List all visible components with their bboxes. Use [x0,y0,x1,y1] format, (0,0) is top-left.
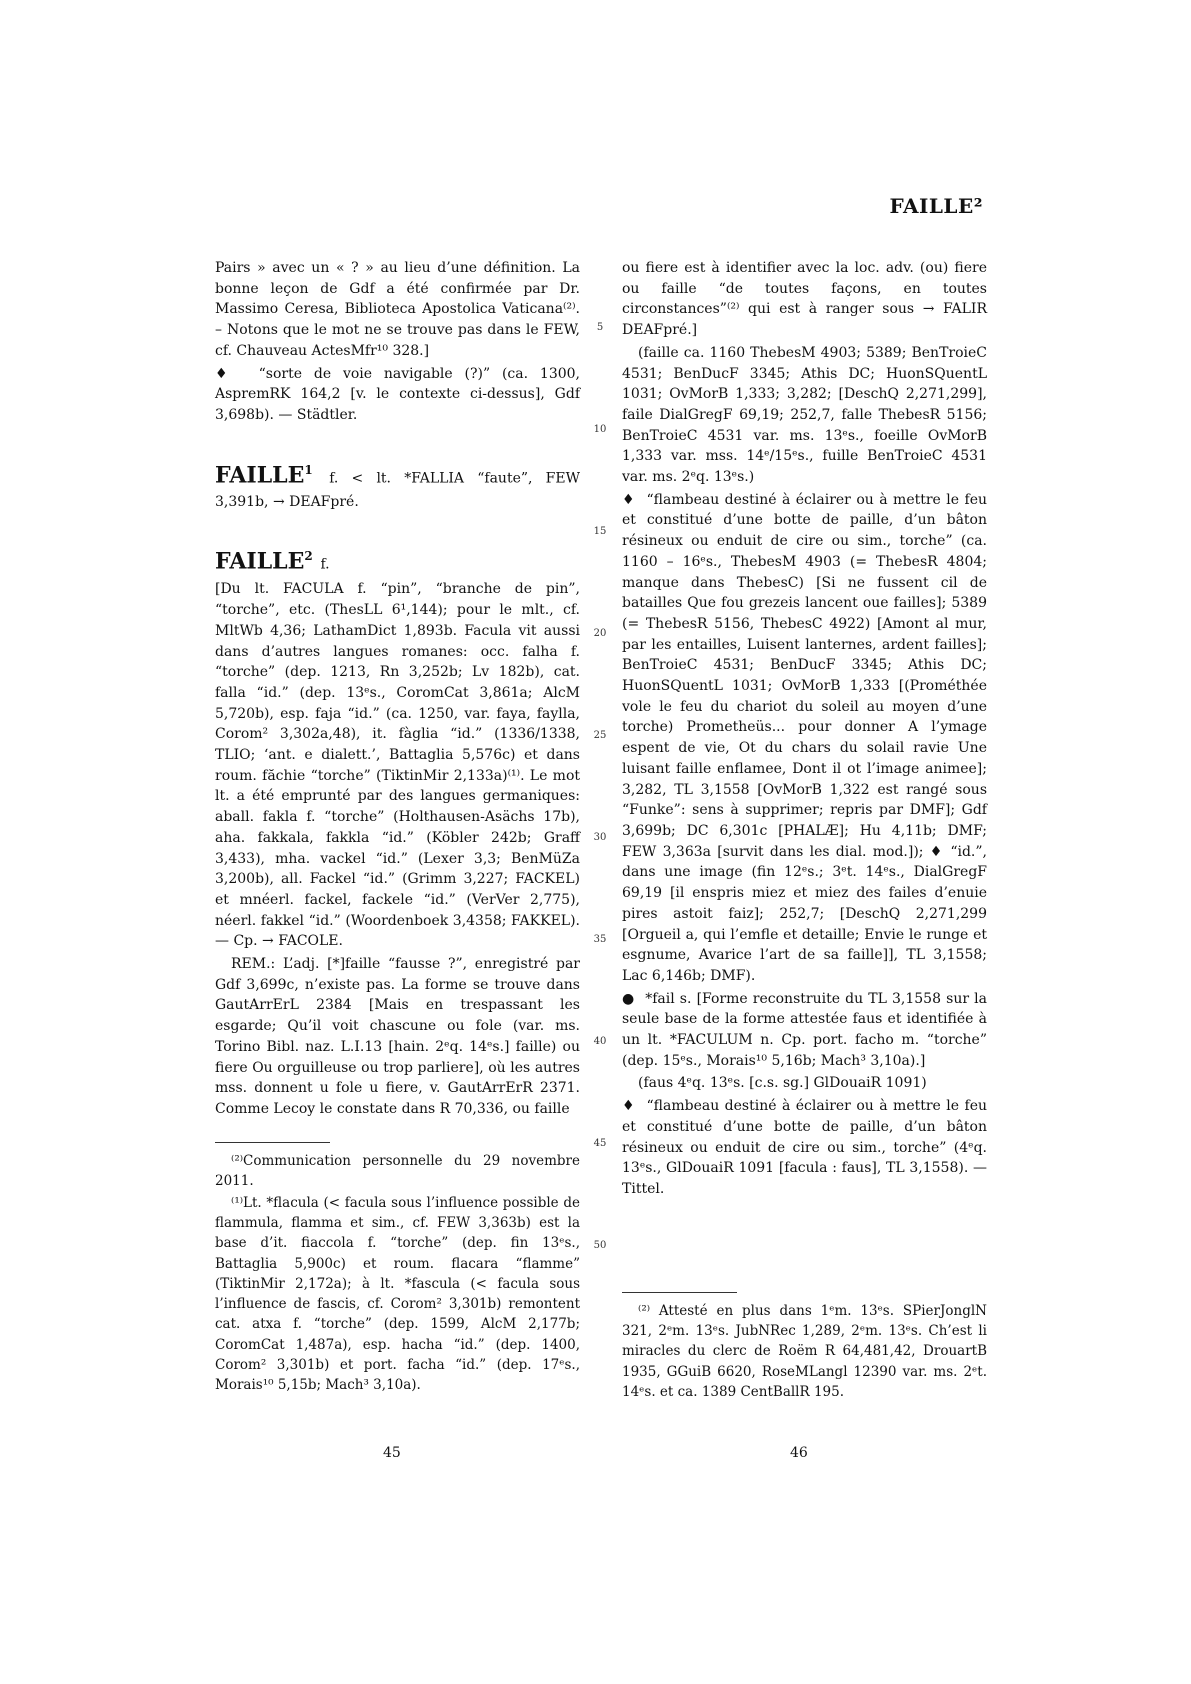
forms-paragraph: (faille ca. 1160 ThebesM 4903; 5389; BenTroieC 4531; BenDucF 3345; Athis DC; HuonSQuentL 1031; OvMorB 1,333; 3,282; [DeschQ 2,271,299], faile DialGregF 69,19; 252,7, falle ThebesR 5156; BenTroieC 4531 var. ms. 13ᵉs., foeille OvMorB 1,333 var. mss. 14ᵉ/15ᵉs., fuille BenTroieC 4531 var. ms. 2ᵉq. 13ᵉs.) [622,344,987,486]
line-number: 40 [593,1036,607,1047]
page-number-right: 46 [790,1445,808,1461]
homonym-number: 1 [304,462,313,477]
homonym-number: 2 [304,549,313,564]
sense-paragraph: ♦ “flambeau destiné à éclairer ou à mettre le feu et constitué d’une botte de paille, d’un bâton résineux ou enduit de cire ou sim., torche” (ca. 1160 – 16ᵉs., ThebesM 4903 (= ThebesR 4804; manque dans ThebesC) [Si ne fussent cil de batailles Que fou grezeis lancent oue failles]; 5389 (= ThebesR 5156, ThebesC 4922) [Amont al mur, par les entailles, Luisent lanternes, ardent failles]; BenTroieC 4531; BenDucF 3345; Athis DC; HuonSQuentL 1031; OvMorB 1,333 [(Prométhée vole le feu du chariot du soleil au moyen d’une torche) Prometheüs... pour donner A l’ymage espent de vie, Ot du chars du solail ravie Une luisant faille enflamee, Dont il ot l’image animee]; 3,282, TL 3,1558 [OvMorB 1,322 est rangé sous “Funke”: sens à supprimer; repris par DMF]; Gdf 3,699b; DC 6,301c [PHALÆ]; Hu 4,11b; DMF; FEW 3,363a [survit dans les dial. mod.]); ♦ “id.”, dans une image (fin 12ᵉs.; 3ᵉt. 14ᵉs., DialGregF 69,19 [il enspris miez et miez des failes d’enuie pires astoit faiz]; 252,7; [DeschQ 2,271,299 [Orgueil a, qui l’emfle et detaille; Envie le runge et esgnume, Avarice l’art de sa faille]], TL 3,1558; Lac 6,146b; DMF). [622,490,987,987]
line-number: 10 [593,424,607,435]
footnote: ⁽¹⁾Lt. *flacula (< facula sous l’influence possible de flammula, flamma et sim., cf. FEW 3,363b) est la base d’it. fiaccola f. “torche” (dep. fin 13ᵉs., Battaglia 5,900c) et roum. flacara “flamme” (TiktinMir 2,172a); à lt. *fascula (< facula sous l’influence de fascis, cf. Corom² 3,301b) remontent cat. atxa f. “torche” (dep. 1599, AlcM 2,177b; CoromCat 1,487a), esp. hacha “id.” (dep. 1400, Corom² 3,301b) et port. facha “id.” (dep. 17ᵉs., Morais¹⁰ 5,15b; Mach³ 3,10a). [215,1195,580,1393]
right-footnotes [622,1292,987,1404]
subentry-paragraph: ● *fail s. [Forme reconstruite du TL 3,1558 sur la seule base de la forme attestée faus et identifiée à un lt. *FACULUM n. Cp. port. facho m. “torche” (dep. 15ᵉs., Morais¹⁰ 5,16b; Mach³ 3,10a).] [622,989,987,1072]
line-number: 15 [593,526,607,537]
entry-lemma: FAILLE [215,461,305,488]
line-number: 5 [596,322,604,333]
remark-paragraph: REM.: L’adj. [*]faille “fausse ?”, enregistré par Gdf 3,699c, n’existe pas. La forme se trouve dans GautArrErL 2384 [Mais en trespassant les esgarde; Qu’il voit chascune ou fole (var. ms. Torino Bibl. naz. L.I.13 [hain. 2ᵉq. 14ᵉs.] faille) ou fiere Ou orguilleuse ou trop parliere], où les autres mss. donnent u fole u fiere, v. GautArrErR 2371. Comme Lecoy le constate dans R 70,336, ou faille [215,956,580,1117]
entry-lemma: FAILLE [215,548,305,575]
footnote-rule [215,1142,330,1143]
line-number: 25 [593,730,607,741]
sense-paragraph: ♦ “flambeau destiné à éclairer ou à mettre le feu et constitué d’une botte de paille, d’un bâton résineux ou enduit de cire ou sim., torche” (4ᵉq. 13ᵉs., GlDouaiR 1091 [facula : faus], TL 3,1558). — Tittel. [622,1096,987,1200]
line-number: 50 [593,1240,607,1251]
line-number: 20 [593,628,607,639]
footnote-rule [622,1292,737,1293]
page-number-left: 45 [383,1445,401,1461]
entry-heading-faille1 [215,460,580,513]
grammar-label: f. [320,556,330,573]
line-number: 35 [593,934,607,945]
running-head: FAILLE² [889,194,983,218]
paragraph: Pairs » avec un « ? » au lieu d’une définition. La bonne leçon de Gdf a été confirmée par Dr. Massimo Ceresa, Biblioteca Apostolica Vaticana⁽²⁾. – Notons que le mot ne se trouve pas dans le FEW, cf. Chauveau ActesMfr¹⁰ 328.] [215,260,580,359]
etymology-paragraph: [Du lt. FACULA f. “pin”, “branche de pin”, “torche”, etc. (ThesLL 6¹,144); pour le mlt., cf. MltWb 4,36; LathamDict 1,893b. Facula vit aussi dans d’autres langues romanes: occ. falha f. “torche” (dep. 1213, Rn 3,252b; Lv 182b), cat. falla “id.” (dep. 13ᵉs., CoromCat 3,861a; AlcM 5,720b), esp. faja “id.” (ca. 1250, var. faya, faylla, Corom² 3,302a,48), it. fàglia “id.” (1336/1338, TLIO; ‘ant. e dialett.’, Battaglia 5,576c) et dans roum. făchie “torche” (TiktinMir 2,133a)⁽¹⁾. Le mot lt. a été emprunté par des langues germaniques: aball. fakla f. “torche” (Holthausen-Asächs 17b), aha. fakkala, fakkla “id.” (Köbler 242b; Graff 3,433), mha. vackel “id.” (Lexer 3,3; BenMüZa 3,200b), all. Fackel “id.” (Grimm 3,227; FACKEL) et mnéerl. fackel, fackele “id.” (VerVer 2,775), néerl. fakkel “id.” (Woordenboek 3,4358; FAKKEL). — Cp. → FACOLE. [215,581,580,950]
left-column [215,258,580,1397]
footnote: ⁽²⁾Communication personnelle du 29 novembre 2011. [215,1152,580,1189]
paragraph: ou fiere est à identifier avec la loc. adv. (ou) fiere ou faille “de toutes façons, en toutes circonstances”⁽²⁾ qui est à ranger sous → FALIR DEAFpré.] [622,260,987,339]
entry-etym-line: f. < lt. *FALLIA “faute”, FEW 3,391b, → DEAFpré. [215,469,580,510]
forms-paragraph: (faus 4ᵉq. 13ᵉs. [c.s. sg.] GlDouaiR 1091) [638,1075,927,1092]
line-number: 45 [593,1138,607,1149]
sense-paragraph: ♦ “sorte de voie navigable (?)” (ca. 1300, AspremRK 164,2 [v. le contexte ci-dessus], Gdf 3,698b). — Städtler. [215,364,580,426]
line-number: 30 [593,832,607,843]
right-column [622,258,987,1202]
footnote: ⁽²⁾ Attesté en plus dans 1ᵉm. 13ᵉs. SPierJonglN 321, 2ᵉm. 13ᵉs. JubNRec 1,289, 2ᵉm. 13ᵉs. Ch’est li miracles du clerc de Roëm R 64,481,42, DrouartB 1935, GGuiB 6620, RoseMLangl 12390 var. ms. 2ᵉt. 14ᵉs. et ca. 1389 CentBallR 195. [622,1303,987,1400]
entry-heading-faille2 [215,546,580,575]
